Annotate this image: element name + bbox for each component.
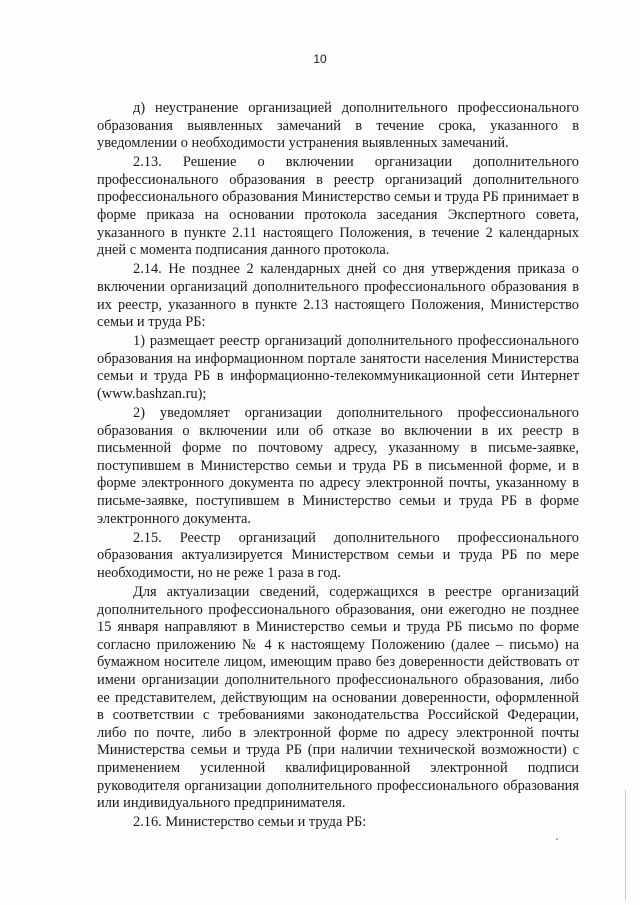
page-number: 10 xyxy=(313,52,327,66)
paragraph-2-14-item-2: 2) уведомляет организации дополнительного профессионального образования о включении или об отказе во включении в их реестр в письменной форме по почтовому адресу, указанному в письме-заявке, поступившем в Министерство семьи и труда РБ в письменной форме, и в форме электронного документа по адресу электронной почты, указанному в письме-заявке, поступившем в Министерство семьи и труда РБ в форме электронного документа. xyxy=(97,405,579,527)
paragraph-2-14-item-1: 1) размещает реестр организаций дополнительного профессионального образования на информационном портале занятости населения Министерства семьи и труда РБ в информационно-телекоммуникационной сети Интернет (www.bashzan.ru); xyxy=(97,333,579,402)
paragraph-d-item: д) неустранение организацией дополнительного профессионального образования выявленных замечаний в течение срока, указанного в уведомлении о необходимости устранения выявленных замечаний. xyxy=(97,100,579,152)
paragraph-2-16: 2.16. Министерство семьи и труда РБ: xyxy=(133,814,367,831)
scan-dust-dot xyxy=(556,838,558,840)
paragraph-actualization: Для актуализации сведений, содержащихся в реестре организаций дополнительного профессионального образования, они ежегодно не позднее 15 января направляют в Министерство семьи и труда РБ письмо по форме согласно приложению № 4 к настоящему Положению (далее – письмо) на бумажном носителе лицом, имеющим право без доверенности действовать от имени организации дополнительного профессионального образования, либо ее представителем, действующим на основании доверенности, оформленной в соответствии с требованиями законодательства Российской Федерации, либо по почте, либо в электронной форме по адресу электронной почты Министерства семьи и труда РБ (при наличии технической возможности) с применением усиленной квалифицированной электронной подписи руководителя организации дополнительного профессионального образования или индивидуального предпринимателя. xyxy=(97,584,579,812)
scan-edge-mark xyxy=(625,790,626,900)
document-body xyxy=(97,100,579,833)
paragraph-2-14: 2.14. Не позднее 2 календарных дней со дня утверждения приказа о включении организаций дополнительного профессионального образования в их реестр, указанного в пункте 2.13 настоящего Положения, Министерство семьи и труда РБ: xyxy=(97,261,579,331)
paragraph-2-13: 2.13. Решение о включении организации дополнительного профессионального образования в реестр организаций дополнительного профессионального образования Министерство семьи и труда РБ принимает в форме приказа на основании протокола заседания Экспертного совета, указанного в пункте 2.11 настоящего Положения, в течение 2 календарных дней с момента подписания данного протокола. xyxy=(97,154,579,259)
paragraph-2-15: 2.15. Реестр организаций дополнительного профессионального образования актуализируется Министерством семьи и труда РБ по мере необходимости, но не реже 1 раза в год. xyxy=(97,529,579,581)
